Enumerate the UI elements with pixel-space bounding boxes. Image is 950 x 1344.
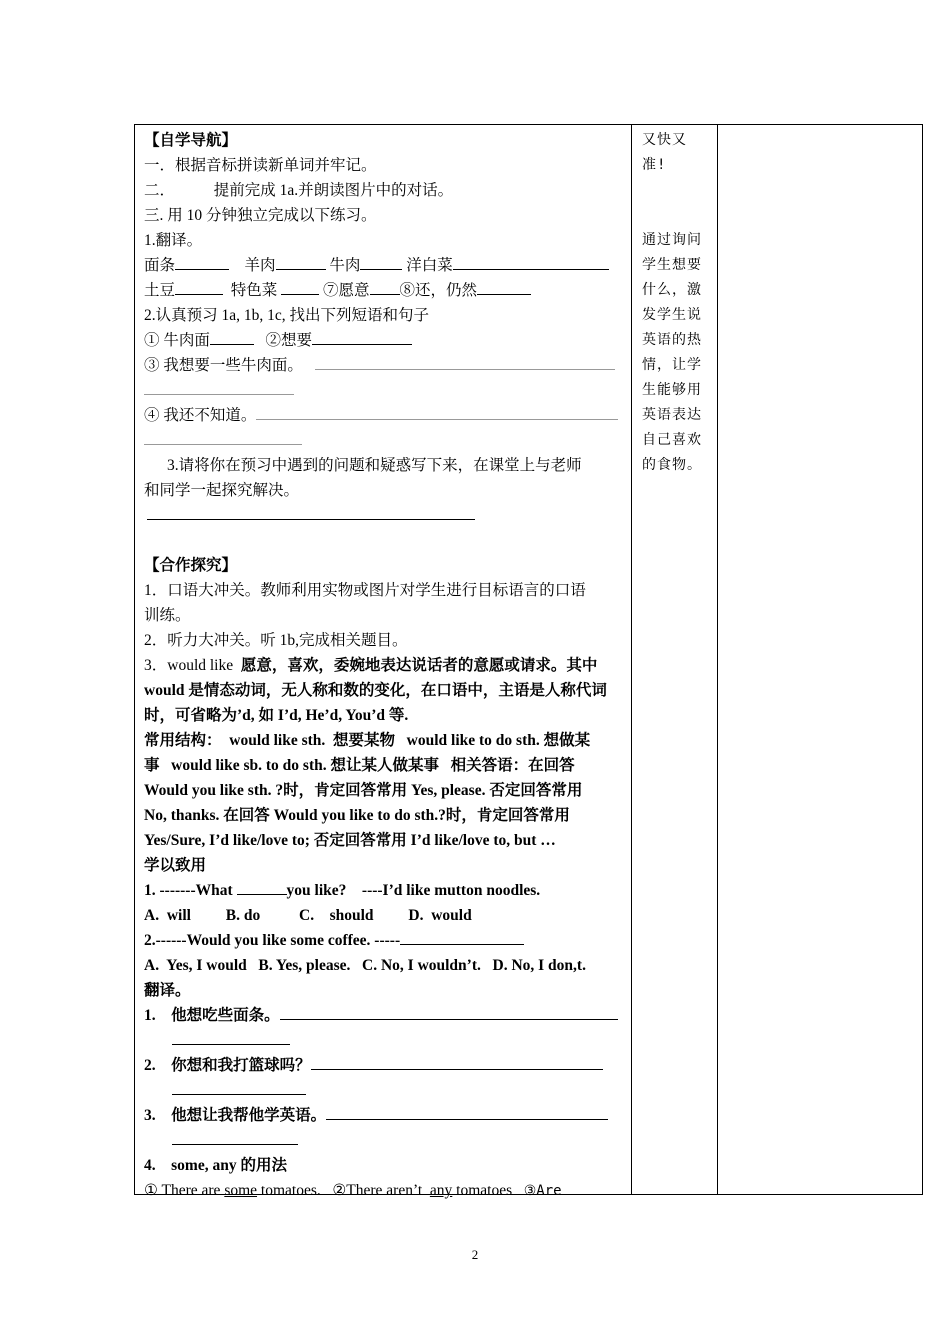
answer-blank[interactable] <box>311 1053 603 1070</box>
answer-blank[interactable] <box>172 1028 290 1045</box>
answer-blank[interactable] <box>315 355 615 370</box>
translate-item: 1. 他想吃些面条。 <box>144 1003 626 1028</box>
note-line: 英语表达 <box>642 407 702 423</box>
note-line: 英语的热 <box>642 332 702 348</box>
text-line: 训练。 <box>144 607 191 624</box>
answer-blank[interactable] <box>172 1128 298 1145</box>
answer-blank[interactable] <box>237 878 287 895</box>
translate-item: 2. 你想和我打篮球吗？ <box>144 1053 626 1078</box>
note-line: 什么，激 <box>642 282 702 298</box>
text-line: 二． 提前完成 1a.并朗读图片中的对话。 <box>144 182 454 199</box>
note-line: 生能够用 <box>642 382 702 398</box>
text-line: 三. 用 10 分钟独立完成以下练习。 <box>144 207 377 224</box>
note-line: 又快又 <box>642 132 687 148</box>
note-line: 准! <box>642 157 667 173</box>
section-title-self-study: 【自学导航】 <box>144 132 238 149</box>
answer-blank[interactable] <box>175 278 223 295</box>
answer-blank[interactable] <box>280 1003 618 1020</box>
note-line: 发学生说 <box>642 307 702 323</box>
exercise-line: 1. -------What you like? ----I’d like mutton noodles. <box>144 878 626 903</box>
text-line: 3.请将你在预习中遇到的问题和疑惑写下来，在课堂上与老师 <box>167 457 582 474</box>
answer-continuation <box>144 1078 626 1103</box>
answer-blank[interactable] <box>477 278 531 295</box>
structure-line: 事 would like sb. to do sth. 想让某人做某事 相关答语：在回答 <box>144 757 575 774</box>
exercise-options: A. will B. do C. should D. would <box>144 907 472 924</box>
answer-blank[interactable] <box>147 503 475 520</box>
text-line: 1.翻译。 <box>144 232 203 249</box>
answer-blank[interactable] <box>144 380 294 395</box>
answer-blank[interactable] <box>281 278 319 295</box>
translate-item: 3. 他想让我帮他学英语。 <box>144 1103 626 1128</box>
page-number: 2 <box>471 1247 479 1262</box>
text-line: 时，可省略为’d, 如 I’d, He’d, You’d 等. <box>144 707 409 724</box>
notes-column <box>632 125 718 1194</box>
vocab-line: 面条 羊肉 牛肉 洋白菜 <box>144 253 626 278</box>
answer-continuation <box>144 378 626 403</box>
note-line: 情，让学 <box>642 357 702 373</box>
structure-line: Would you like sth. ?时，肯定回答常用 Yes, please. 否定回答常用 <box>144 782 583 799</box>
vocab-line: 土豆 特色菜 ⑦愿意 ⑧还，仍然 <box>144 278 626 303</box>
blank-column <box>718 125 922 1194</box>
exercise-line: 2.------Would you like some coffee. ----- <box>144 928 626 953</box>
usage-line: ① There are some tomatoes. ②There aren’t any tomatoes ③Are <box>144 1182 562 1199</box>
answer-continuation <box>144 428 626 453</box>
text-line: 一．根据音标拼读新单词并牢记。 <box>144 157 377 174</box>
answer-blank[interactable] <box>370 278 400 295</box>
text-line: 和同学一起探究解决。 <box>144 482 300 499</box>
structure-line: Yes/Sure, I’d like/love to; 否定回答常用 I’d like/love to, but … <box>144 832 556 849</box>
text-line: 2.认真预习 1a, 1b, 1c, 找出下列短语和句子 <box>144 307 430 324</box>
lesson-table <box>134 124 923 1199</box>
section-title-cooperative: 【合作探究】 <box>144 557 238 574</box>
answer-blank[interactable] <box>175 253 229 270</box>
text-line: 2．听力大冲关。听 1b,完成相关题目。 <box>144 632 408 649</box>
answer-continuation <box>144 1028 626 1053</box>
note-line: 的食物。 <box>642 457 702 473</box>
phrase-line: ④ 我还不知道。 <box>144 403 626 428</box>
content-column <box>135 125 632 1199</box>
answer-blank[interactable] <box>144 430 302 445</box>
note-line: 通过询问 <box>642 232 702 248</box>
text-line: would 是情态动词，无人称和数的变化，在口语中，主语是人称代词 <box>144 682 607 699</box>
answer-line <box>144 503 626 528</box>
phrase-line: ① 牛肉面 ②想要 <box>144 328 626 353</box>
answer-blank[interactable] <box>312 328 412 345</box>
answer-blank[interactable] <box>360 253 402 270</box>
answer-blank[interactable] <box>256 405 618 420</box>
answer-blank[interactable] <box>276 253 326 270</box>
answer-continuation <box>144 1128 626 1153</box>
note-line: 学生想要 <box>642 257 702 273</box>
translate-item: 4. some, any 的用法 <box>144 1157 287 1174</box>
structure-line: 常用结构： would like sth. 想要某物 would like to do sth. 想做某 <box>144 732 591 749</box>
structure-line: No, thanks. 在回答 Would you like to do sth.?时，肯定回答常用 <box>144 807 570 824</box>
phrase-line: ③ 我想要一些牛肉面。 <box>144 353 626 378</box>
answer-blank[interactable] <box>453 253 609 270</box>
answer-blank[interactable] <box>326 1103 608 1120</box>
note-line: 自己喜欢 <box>642 432 702 448</box>
text-line: 1．口语大冲关。教师利用实物或图片对学生进行目标语言的口语 <box>144 582 586 599</box>
subheading: 翻译。 <box>144 982 191 999</box>
exercise-options: A. Yes, I would B. Yes, please. C. No, I wouldn’t. D. No, I don,t. <box>144 957 586 974</box>
answer-blank[interactable] <box>172 1078 306 1095</box>
subheading: 学以致用 <box>144 857 207 874</box>
answer-blank[interactable] <box>400 928 524 945</box>
text-line: 3．would like 愿意，喜欢，委婉地表达说话者的意愿或请求。其中 <box>144 657 598 674</box>
answer-blank[interactable] <box>210 328 254 345</box>
